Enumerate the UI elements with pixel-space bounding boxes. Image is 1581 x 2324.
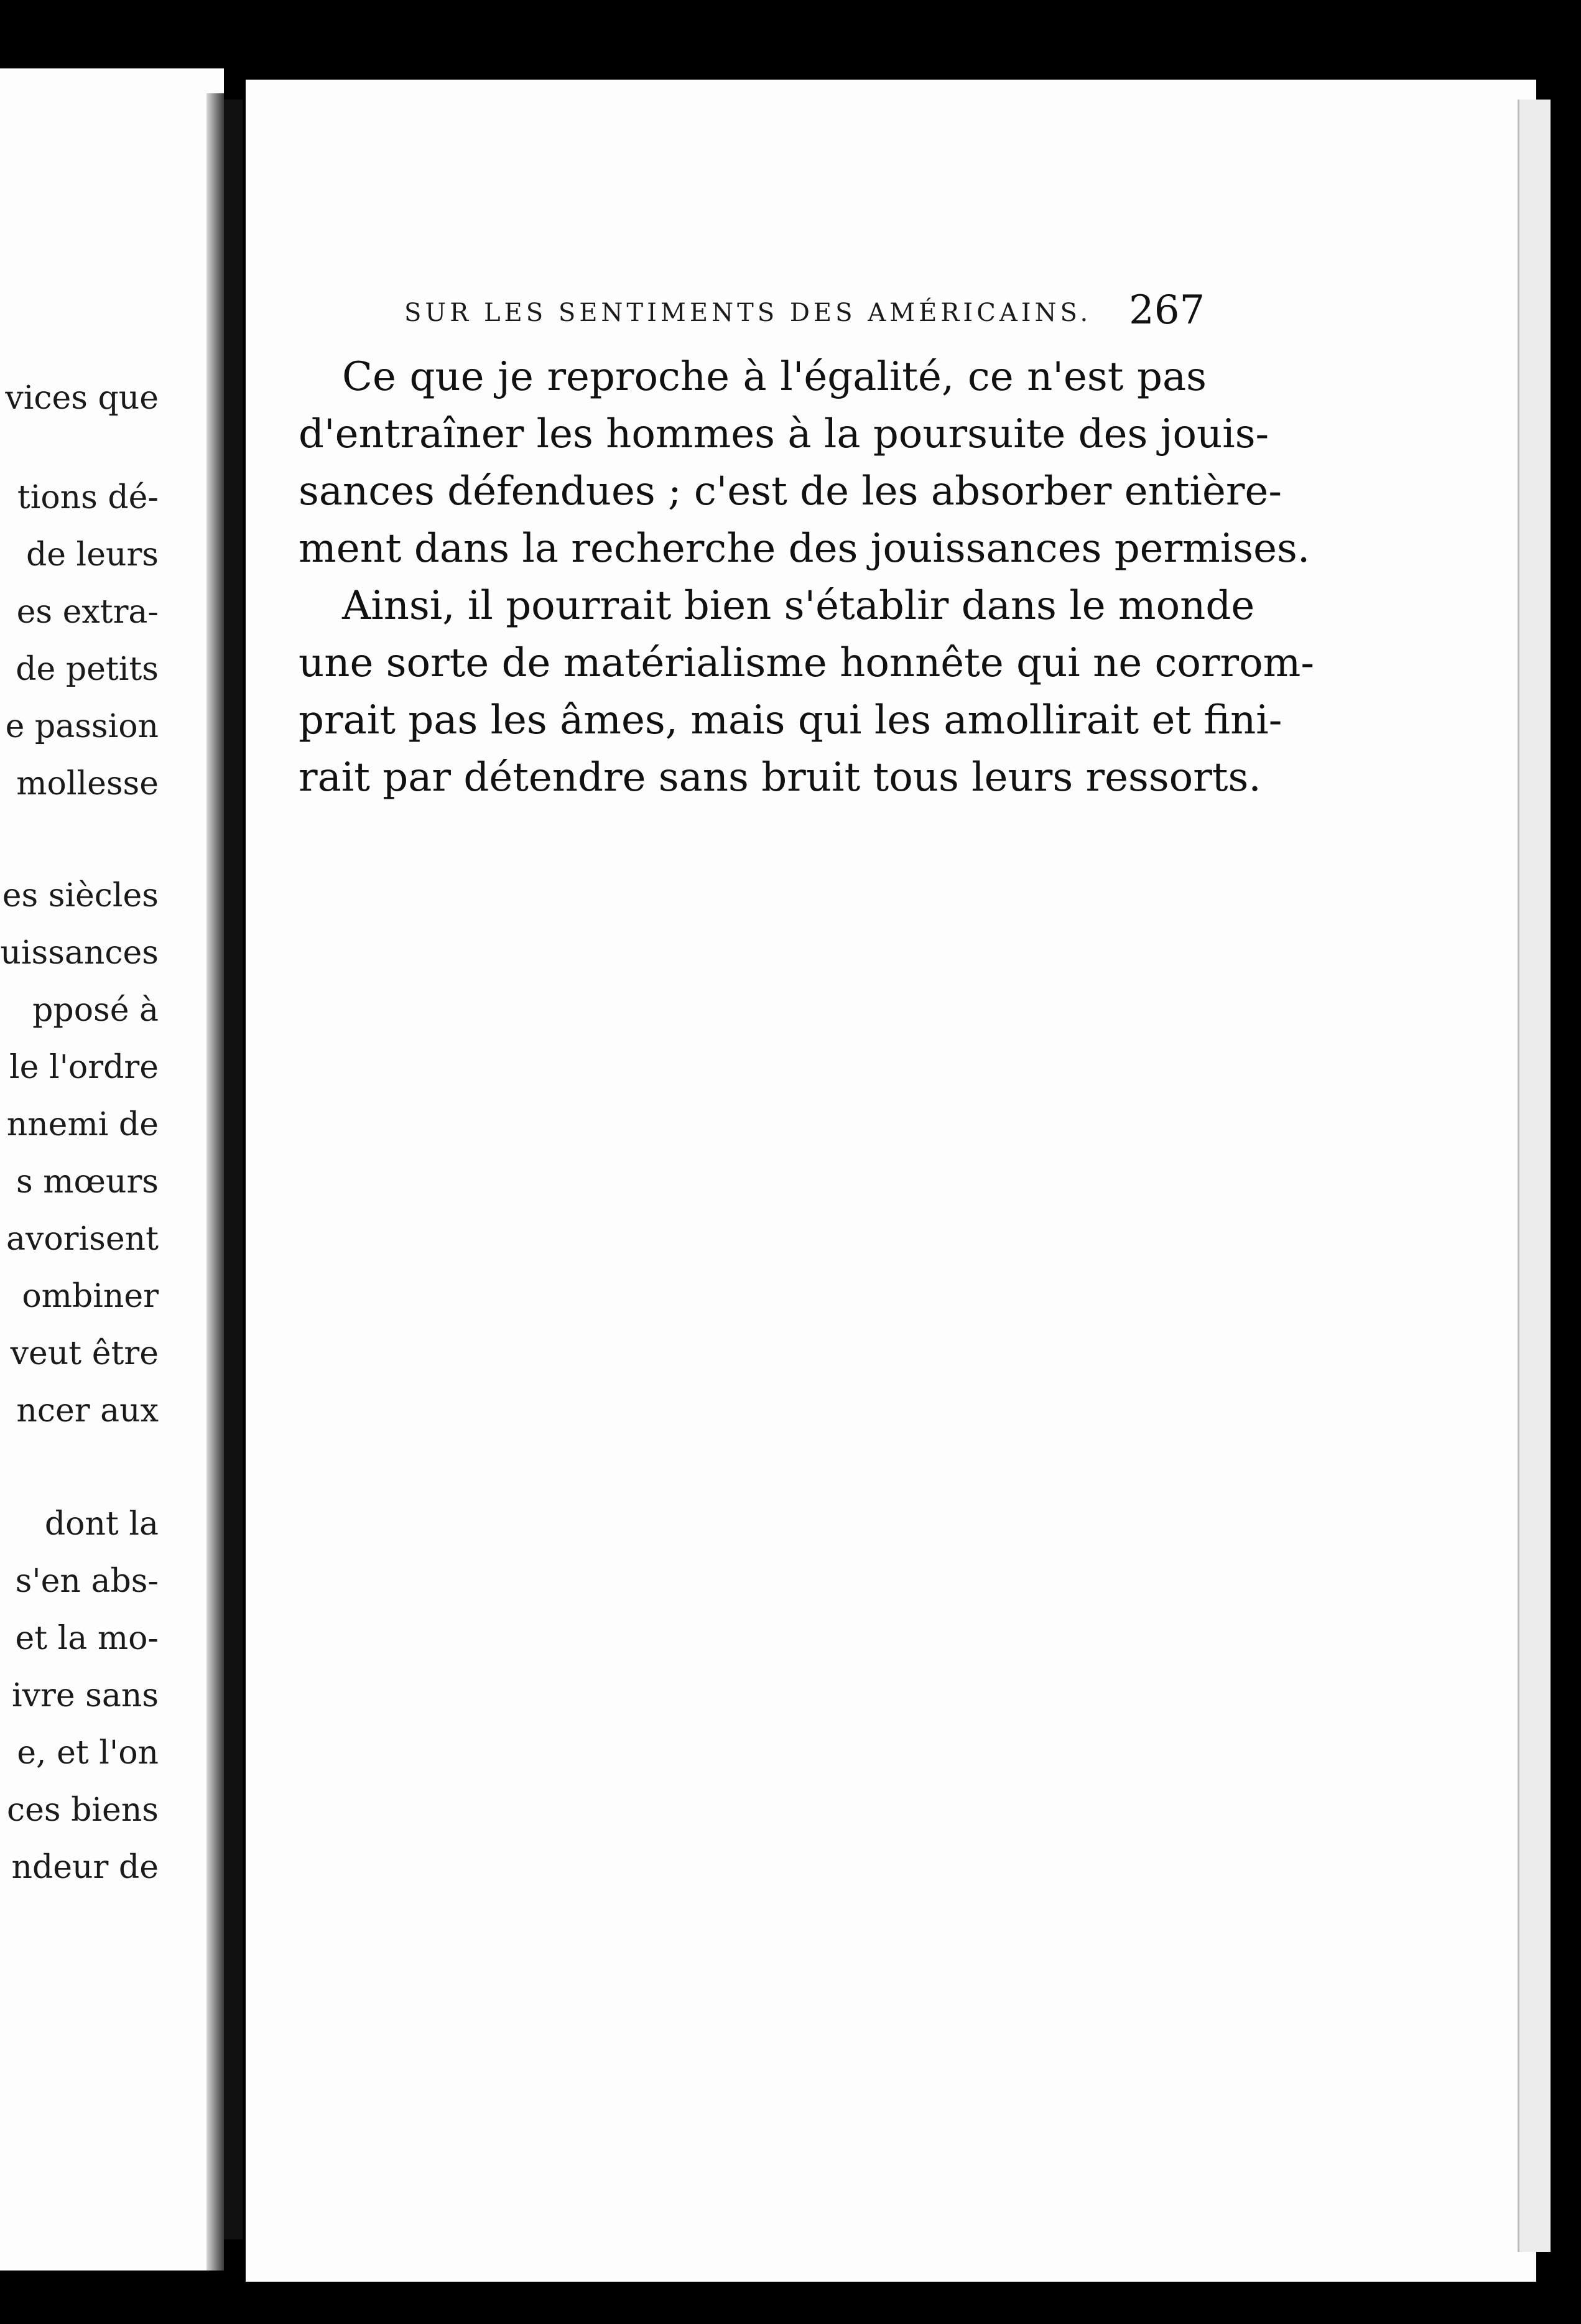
left-line: dont la <box>44 1505 159 1543</box>
paragraph-line: prait pas les âmes, mais qui les amollirait et fini- <box>299 697 1282 743</box>
paragraph-line: Ce que je reproche à l'égalité, ce n'est pas <box>342 354 1207 400</box>
left-line: le l'ordre <box>9 1049 159 1086</box>
book-gutter-shadow <box>206 93 224 2271</box>
left-line: es siècles <box>2 877 159 914</box>
left-line: e passion <box>5 708 159 745</box>
left-line: ncer aux <box>16 1392 159 1429</box>
left-line: ivre sans <box>11 1677 159 1714</box>
left-line: de petits <box>16 651 159 688</box>
left-line: uissances <box>0 934 159 972</box>
paragraph-line: d'entraîner les hommes à la poursuite des jouis- <box>299 411 1269 457</box>
left-line: s mœurs <box>16 1163 159 1201</box>
left-line: s'en abs- <box>15 1563 159 1600</box>
paragraph-line: une sorte de matérialisme honnête qui ne corrom- <box>299 640 1314 686</box>
left-line: ndeur de <box>11 1849 159 1886</box>
page-number: 267 <box>1129 287 1205 333</box>
left-line: tions dé- <box>17 479 159 516</box>
left-line: pposé à <box>32 992 159 1029</box>
left-line: nnemi de <box>6 1106 159 1143</box>
page-edge <box>1518 100 1551 2252</box>
left-line: et la mo- <box>15 1620 159 1657</box>
left-line: ombiner <box>22 1278 159 1315</box>
left-page <box>0 68 224 2271</box>
left-line: vices que <box>5 379 159 417</box>
left-line: veut être <box>10 1335 159 1372</box>
paragraph-line: sances défendues ; c'est de les absorber entière- <box>299 468 1282 514</box>
left-line: e, et l'on <box>17 1734 159 1772</box>
book-spine <box>224 100 243 2239</box>
running-head: SUR LES SENTIMENTS DES AMÉRICAINS. <box>404 299 1092 327</box>
paragraph-line: rait par détendre sans bruit tous leurs ressorts. <box>299 755 1261 801</box>
left-line: de leurs <box>26 536 159 574</box>
body-text <box>299 348 1314 806</box>
left-line: es extra- <box>16 593 159 631</box>
left-line: avorisent <box>6 1220 159 1258</box>
paragraph-line: Ainsi, il pourrait bien s'établir dans le monde <box>342 583 1255 629</box>
left-line: ces biens <box>7 1792 159 1829</box>
paragraph-line: ment dans la recherche des jouissances permises. <box>299 526 1310 572</box>
left-line: mollesse <box>16 765 159 802</box>
